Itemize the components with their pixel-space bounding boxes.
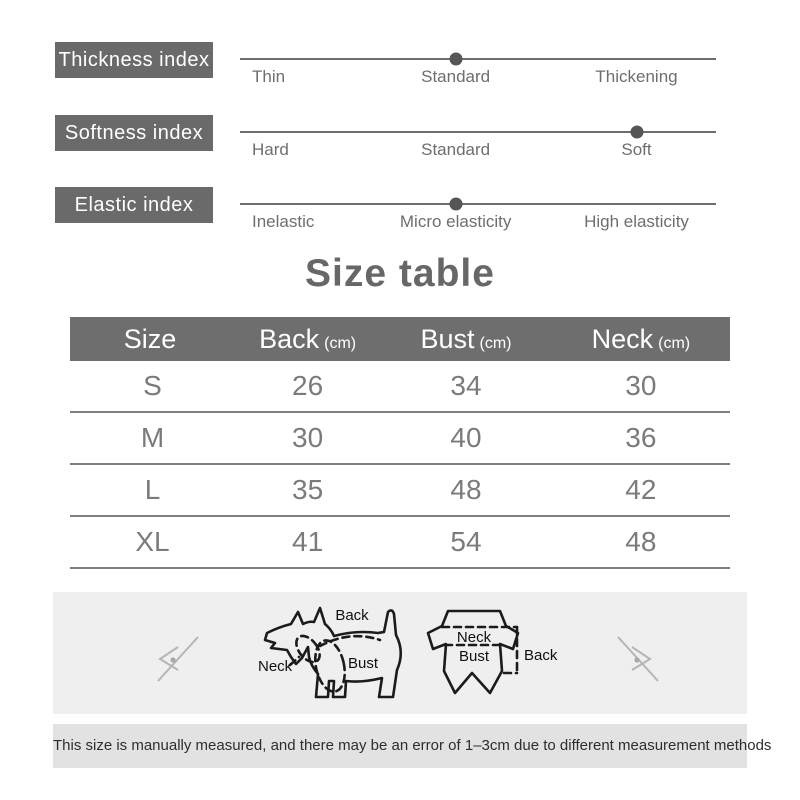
- garment-back-label: Back: [524, 647, 558, 664]
- neck-value: 36: [625, 422, 657, 453]
- elastic-slider: [240, 195, 716, 241]
- table-header-row: [70, 317, 730, 361]
- column-header-back: Back (cm): [259, 324, 357, 354]
- measuring-guide-section: [53, 592, 747, 714]
- bust-value: 54: [450, 526, 482, 557]
- elastic-option-high: High elasticity: [584, 212, 689, 231]
- size-table: [70, 317, 730, 569]
- thickness-slider: [240, 50, 716, 96]
- slider-dot: [630, 126, 643, 139]
- thickness-index-chip: Thickness index: [55, 42, 213, 78]
- slider-track: [240, 131, 716, 133]
- garment-bust-label: Bust: [458, 648, 490, 665]
- slider-track: [240, 58, 716, 60]
- size-label: L: [144, 474, 161, 505]
- column-header-bust: Bust (cm): [420, 324, 512, 354]
- elastic-option-micro: Micro elasticity: [399, 212, 512, 231]
- size-table-title: Size table: [305, 252, 495, 295]
- table-row-l: [70, 465, 730, 517]
- softness-slider: [240, 123, 716, 169]
- dog-neck-label: Neck: [258, 658, 293, 675]
- table-row-m: [70, 413, 730, 465]
- neck-value: 48: [625, 526, 657, 557]
- back-value: 26: [292, 370, 324, 401]
- thickness-option-thickening: Thickening: [595, 67, 678, 86]
- softness-index-chip: Softness index: [55, 115, 213, 151]
- garment-neck-label: Neck: [456, 629, 492, 646]
- measurement-disclaimer: This size is manually measured, and there may be an error of 1–3cm due to different measurement methods: [53, 724, 747, 768]
- decorative-chevron-left-icon: [148, 633, 204, 685]
- bust-value: 48: [450, 474, 482, 505]
- neck-value: 42: [625, 474, 657, 505]
- back-value: 30: [292, 422, 324, 453]
- back-value: 41: [292, 526, 324, 557]
- table-row-xl: [70, 517, 730, 569]
- dog-back-label: Back: [335, 607, 369, 624]
- elastic-index-chip: Elastic index: [55, 187, 213, 223]
- size-label: XL: [135, 526, 170, 557]
- thickness-option-standard: Standard: [421, 67, 491, 86]
- slider-dot: [449, 53, 462, 66]
- table-row-s: [70, 361, 730, 413]
- bust-value: 34: [450, 370, 482, 401]
- dog-bust-label: Bust: [348, 655, 379, 672]
- garment-measurement-diagram: [420, 604, 585, 709]
- column-header-neck: Neck (cm): [591, 324, 691, 354]
- dog-measurement-diagram: [258, 602, 408, 707]
- back-value: 35: [292, 474, 324, 505]
- decorative-chevron-right-icon: [612, 633, 668, 685]
- neck-value: 30: [625, 370, 657, 401]
- size-label: S: [143, 370, 162, 401]
- thickness-option-thin: Thin: [252, 67, 286, 86]
- size-label: M: [140, 422, 165, 453]
- slider-track: [240, 203, 716, 205]
- column-header-size: Size: [123, 324, 177, 354]
- softness-option-soft: Soft: [621, 140, 652, 159]
- slider-dot: [449, 198, 462, 211]
- elastic-option-inelastic: Inelastic: [252, 212, 315, 231]
- bust-value: 40: [450, 422, 482, 453]
- softness-option-hard: Hard: [252, 140, 289, 159]
- softness-option-standard: Standard: [421, 140, 491, 159]
